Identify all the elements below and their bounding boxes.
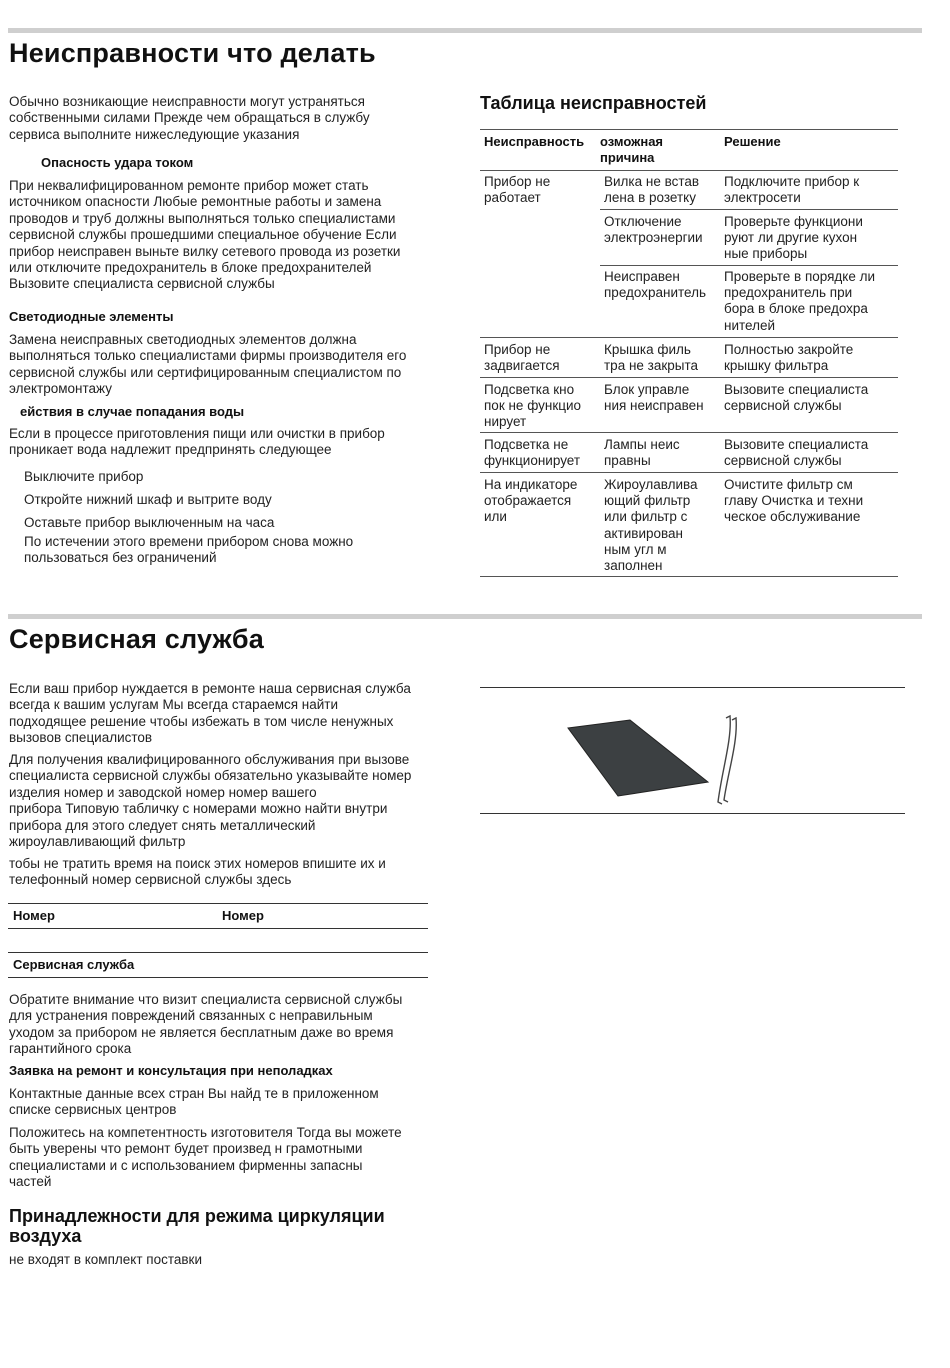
table-rule [600, 209, 898, 210]
figure-rule [480, 813, 905, 814]
manufacturer-paragraph: Положитесь на компетентность изготовителя Тогда вы можете быть уверены что ремонт будет произвед н грамотными специалистами и с использованием фирменны запасны частей [9, 1125, 402, 1190]
column-header-cause: озможная причина [600, 134, 664, 165]
table-cell: Вызовите специалиста сервисной службы [724, 437, 869, 469]
warranty-paragraph: Обратите внимание что визит специалиста сервисной службы для устранения повреждений связанных с неправильным уходом за прибором не является бесплатным даже во время гарантийного срока [9, 992, 403, 1057]
table-cell: Полностью закройте крышку фильтра [724, 342, 854, 374]
warning-heading: Опасность удара током [41, 155, 194, 170]
water-heading: ействия в случае попадания воды [20, 404, 245, 419]
table-rule [480, 472, 898, 473]
table-cell: Прибор не работает [484, 174, 551, 206]
rating-plate-shape [568, 720, 708, 796]
table-rule [480, 576, 898, 577]
column-header-solution: Решение [724, 134, 781, 149]
serial-number-label: Номер [222, 908, 264, 923]
form-rule [8, 952, 428, 953]
contacts-paragraph: Контактные данные всех стран Вы найд те в приложенном списке сервисных центров [9, 1086, 379, 1118]
rating-plate-figure [560, 710, 750, 810]
service-paragraph: Если ваш прибор нуждается в ремонте наша сервисная служба всегда к вашим услугам Мы всегда стараемся найти подходящее решение чтобы избежать в том числе ненужных вызовов специалистов [9, 681, 411, 746]
table-rule [480, 432, 898, 433]
table-rule [600, 265, 898, 266]
table-rule [480, 377, 898, 378]
table-cell: Вилка не встав лена в розетку [604, 174, 700, 206]
service-phone-label: Сервисная служба [13, 957, 135, 972]
service-paragraph: тобы не тратить время на поиск этих номеров впишите их и телефонный номер сервисной службы здесь [9, 856, 386, 888]
water-text: Если в процессе приготовления пищи или очистки в прибор проникает вода надлежит предпринять следующее [9, 426, 385, 458]
table-cell: Неисправен предохранитель [604, 269, 707, 301]
service-title: Сервисная служба [9, 624, 264, 654]
table-cell: Отключение электроэнергии [604, 214, 703, 246]
fault-table-title: Таблица неисправностей [480, 93, 707, 113]
list-item: Откройте нижний шкаф и вытрите воду [24, 492, 272, 507]
table-cell: На индикаторе отображается или [484, 477, 578, 525]
table-rule [480, 129, 898, 130]
table-cell: Подсветка не функционирует [484, 437, 581, 469]
led-text: Замена неисправных светодиодных элементов должна выполняться только специалистами фирмы производителя его сервисной службы или сертифицированным специалистом по электромонтажу [9, 332, 407, 397]
table-cell: Вызовите специалиста сервисной службы [724, 382, 869, 414]
table-cell: Проверьте функциони руют ли другие кухон ные приборы [724, 214, 863, 262]
table-rule [480, 170, 898, 171]
list-item: Выключите прибор [24, 469, 144, 484]
list-item: Оставьте прибор выключенным на часа [24, 515, 275, 530]
service-paragraph: Для получения квалифицированного обслуживания при вызове специалиста сервисной службы обязательно указывайте номер изделия номер и заводской номер номер вашего прибора Типовую табличку с номерами можно найти внутри прибора для этого следует снять металлический жироулавливающий фильтр [9, 752, 412, 850]
table-cell: Лампы неис правны [604, 437, 680, 469]
table-cell: Проверьте в порядке ли предохранитель при бора в блоке предохра нителей [724, 269, 876, 333]
table-cell: Блок управле ния неисправен [604, 382, 704, 414]
table-rule [480, 337, 898, 338]
section-divider [8, 28, 922, 33]
repair-heading: Заявка на ремонт и консультация при неполадках [9, 1063, 333, 1078]
table-cell: Очистите фильтр см главу Очистка и техни ческое обслуживание [724, 477, 864, 525]
filter-edge-line [718, 716, 730, 804]
form-rule [8, 903, 428, 904]
list-item: По истечении этого времени прибором снова можно пользоваться без ограничений [24, 534, 354, 566]
accessories-heading: Принадлежности для режима циркуляции воздуха [9, 1206, 385, 1246]
section-divider [8, 614, 922, 619]
page-title: Неисправности что делать [9, 38, 376, 68]
table-cell: Жироулавлива ющий фильтр или фильтр с активирован ным угл м заполнен [604, 477, 698, 574]
table-cell: Подключите прибор к электросети [724, 174, 860, 206]
table-cell: Прибор не задвигается [484, 342, 560, 374]
warning-text: При неквалифицированном ремонте прибор может стать источником опасности Любые ремонтные работы и замена проводов и труб должны выполняться только специалистами сервисной службы прошедшими специальное обучение Если прибор неисправен выньте вилку сетевого провода из розетки или отключите предохранитель в блоке предохранителей Вызовите специалиста сервисной службы [9, 178, 401, 292]
intro-paragraph: Обычно возникающие неисправности могут устраняться собственными силами Прежде чем обращаться в службу сервиса выполните нижеследующие указания [9, 94, 370, 142]
accessories-note: не входят в комплект поставки [9, 1252, 203, 1267]
table-cell: Крышка филь тра не закрыта [604, 342, 699, 374]
column-header-fault: Неисправность [484, 134, 585, 149]
led-heading: Светодиодные элементы [9, 309, 174, 324]
table-cell: Подсветка кно пок не функцио нирует [484, 382, 582, 430]
figure-rule [480, 687, 905, 688]
form-rule [8, 977, 428, 978]
form-rule [8, 928, 428, 929]
product-number-label: Номер [13, 908, 55, 923]
